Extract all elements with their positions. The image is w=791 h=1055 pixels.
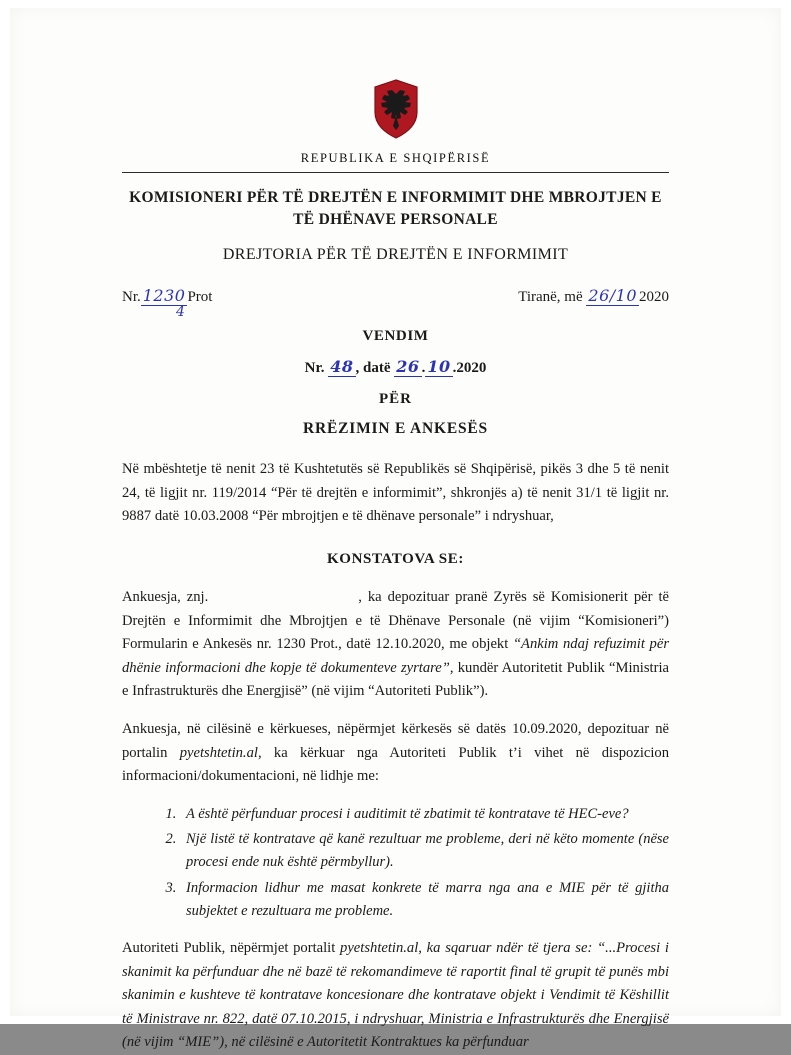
authority-response-rest: , ka sqaruar ndër të tjera se: “...Procesi i skanimit ka përfunduar dhe në bazë të rekomandimeve të raportit final të grupit të punës mbi skanimin e kushteve të kontratave koncesionare dhe kontratave objekt i Vendimit të Këshillit të Ministrave nr. 822, datë 07.10.2015, i ndryshuar, Ministria e Infrastrukturës dhe Energjisë (në vijim “MIE”), në cilësinë e Autoritetit Kontraktues ka përfunduar: [122, 939, 669, 1051]
place-date-label: Tiranë, më: [518, 288, 583, 305]
decision-date-label: , datë: [355, 359, 391, 376]
legal-basis-paragraph: Në mbështetje të nenit 23 të Kushtetutës së Republikës së Shqipërisë, pikës 3 dhe 5 të nenit 24, të ligjit nr. 119/2014 “Për të drejtën e informimit”, shkronjës a) të nenit 31/1 të ligjit nr. 9887 datë 10.03.2008 “Për mbrojtjen e të dhënave personale” i ndryshuar,: [122, 460, 669, 525]
portal-name-italic: pyetshtetin.al: [179, 744, 258, 761]
portal-name-italic-2: pyetshtetin.al: [340, 939, 419, 956]
complainant-text-2: , ka depozituar pranë Zyrës së Komisionerit për të Drejtën e Informimit dhe Mbrojtjen e të Dhënave Personale (në vijim “Komisioneri”) Formularin e Ankesës nr. 1230 Prot., datë 12.10.2020, me objekt: [122, 588, 669, 653]
decision-number-line: [122, 357, 669, 377]
authority-response-lead: Autoriteti Publik, nëpërmjet portalit: [122, 939, 341, 956]
decision-day-handwritten: 26: [396, 356, 420, 376]
complainant-paragraph: [122, 586, 669, 704]
list-item: 2. Një listë të kontratave që kanë rezultuar me probleme, deri në këto momente (nëse procesi ende nuk është përmbyllur).: [180, 828, 669, 874]
decision-month-handwritten: 10: [427, 356, 451, 376]
decision-nr-label: Nr.: [304, 359, 325, 376]
protocol-year: 2020: [639, 288, 669, 305]
complainant-text-1: Ankuesja, znj.: [122, 588, 209, 605]
protocol-right: [518, 286, 669, 306]
office-title: KOMISIONERI PËR TË DREJTËN E INFORMIMIT DHE MBROJTJEN E TË DHËNAVE PERSONALE: [129, 189, 662, 229]
findings-heading: KONSTATOVA SE:: [327, 550, 464, 567]
list-item: 3. Informacion lidhur me masat konkrete të marra nga ana e MIE për të gjitha subjektet e rezultuara me probleme.: [180, 877, 669, 923]
protocol-number-handwritten: 1230: [142, 285, 186, 305]
complainant-text-3: , kundër Autoritetit Publik “Ministria e Infrastrukturës dhe Energjisë” (në vijim “Autoriteti Publik”).: [122, 659, 669, 700]
request-paragraph: [122, 718, 669, 789]
decision-heading: VENDIM: [362, 327, 429, 344]
authority-response-paragraph: [122, 937, 669, 1055]
albanian-eagle-emblem-icon: [369, 78, 423, 140]
request-text-2: , ka kërkuar nga Autoriteti Publik t’i vihet në dispozicion informacioni/dokumentacioni, në lidhje me:: [122, 744, 669, 785]
decision-subject: RRËZIMIN E ANKESËS: [303, 419, 488, 437]
protocol-left: [122, 285, 213, 320]
protocol-date-handwritten: 26/10: [588, 285, 637, 305]
header-divider: [122, 172, 669, 173]
requested-items-list: [122, 803, 669, 923]
decision-per: PËR: [379, 390, 412, 407]
protocol-label: Nr.: [122, 288, 141, 305]
list-item: 1. A është përfunduar procesi i auditimit të zbatimit të kontratave të HEC-eve?: [180, 803, 669, 826]
decision-date-dot: .: [421, 359, 426, 376]
protocol-row: [122, 285, 669, 320]
republic-line: REPUBLIKA E SHQIPËRISË: [300, 151, 491, 165]
directorate-title: DREJTORIA PËR TË DREJTËN E INFORMIMIT: [222, 245, 569, 263]
complaint-object-italic: “Ankim ndaj refuzimit për dhënie informacioni dhe kopje të dokumenteve zyrtare”: [122, 636, 670, 676]
decision-nr-handwritten: 48: [330, 356, 354, 376]
request-text-1: Ankuesja, në cilësinë e kërkueses, nëpërmjet kërkesës së datës 10.09.2020, depozituar në portalin: [122, 721, 669, 761]
scan-frame: [10, 8, 781, 1051]
protocol-suffix: Prot: [187, 288, 213, 305]
document-content: [122, 78, 669, 1055]
emblem-container: [122, 78, 669, 145]
protocol-number-suffix-handwritten: 4: [176, 303, 185, 320]
decision-year: .2020: [452, 359, 487, 376]
